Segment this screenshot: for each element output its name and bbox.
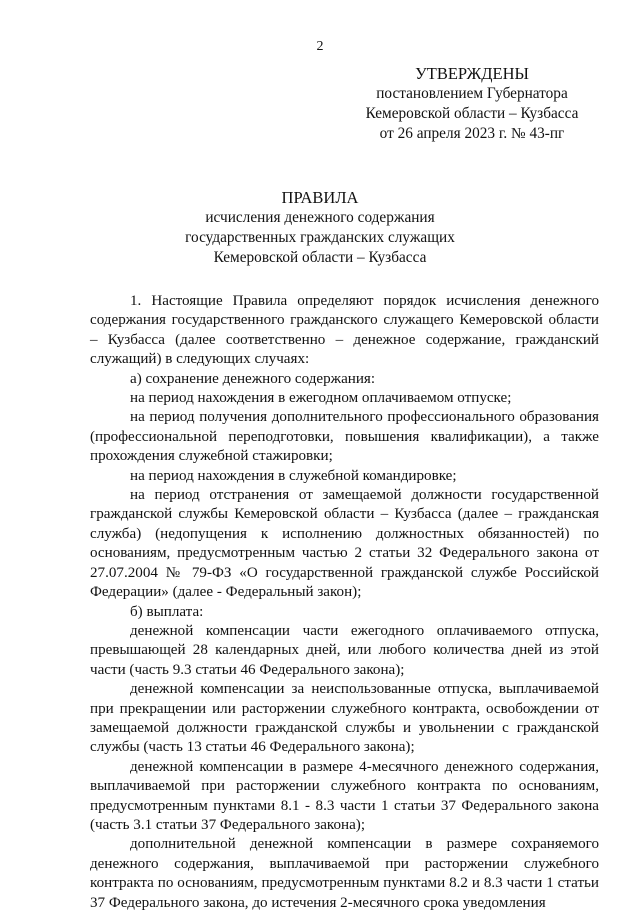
paragraph: на период нахождения в служебной командировке; [130, 467, 457, 484]
document-subtitle-line-2: государственных гражданских служащих [185, 229, 455, 246]
document-body [90, 292, 599, 913]
document-title: ПРАВИЛА [281, 188, 359, 207]
document-subtitle-line-3: Кемеровской области – Кузбасса [213, 249, 427, 266]
paragraph: на период нахождения в ежегодном оплачиваемом отпуске; [130, 390, 512, 407]
paragraph: на период отстранения от замещаемой должности государственной гражданской службы Кемеровской области – Кузбасса (далее – гражданская служба) (недопущения к исполнению должностных обязанностей) по основаниям, предусмотренным частью 2 статьи 32 Федерального закона от 27.07.2004 № 79-ФЗ «О государственной гражданской службе Российской Федерации» (далее - Федеральный закон); [90, 487, 599, 601]
document-title-block [0, 188, 640, 268]
approval-heading: УТВЕРЖДЕНЫ [415, 64, 529, 83]
page-number: 2 [316, 39, 324, 54]
paragraph: денежной компенсации за неиспользованные отпуска, выплачиваемой при прекращении или расторжении служебного контракта, освобождении от замещаемой должности гражданской службы и увольнении с гражданской службы (часть 13 статьи 46 Федерального закона); [90, 681, 599, 756]
approval-line-3: от 26 апреля 2023 г. № 43-пг [379, 125, 565, 142]
paragraph: 1. Настоящие Правила определяют порядок исчисления денежного содержания государственного гражданского служащего Кемеровской области – Кузбасса (далее соответственно – денежное содержание, гражданский служащий) в следующих случаях: [90, 293, 599, 368]
paragraph: а) сохранение денежного содержания: [130, 370, 376, 387]
paragraph: б) выплата: [130, 603, 204, 620]
paragraph: денежной компенсации части ежегодного оплачиваемого отпуска, превышающей 28 календарных дней, или любого количества дней из этой части (часть 9.3 статьи 46 Федерального закона); [90, 622, 599, 678]
approval-line-1: постановлением Губернатора [376, 85, 568, 102]
document-subtitle-line-1: исчисления денежного содержания [205, 209, 435, 226]
paragraph: на период получения дополнительного профессионального образования (профессиональной переподготовки, повышения квалификации), а также прохождения служебной стажировки; [90, 409, 599, 465]
paragraph: денежной компенсации в размере 4-месячного денежного содержания, выплачиваемой при расторжении служебного контракта по основаниям, предусмотренным пунктами 8.1 - 8.3 части 1 статьи 37 Федерального закона (часть 3.1 статьи 37 Федерального закона); [90, 758, 599, 833]
approval-line-2: Кемеровской области – Кузбасса [365, 105, 579, 122]
paragraph: дополнительной денежной компенсации в размере сохраняемого денежного содержания, выплачиваемой при расторжении служебного контракта по основаниям, предусмотренным пунктами 8.2 и 8.3 части 1 статьи 37 Федерального закона, до истечения 2-месячного срока уведомления [90, 836, 599, 911]
approval-block [360, 64, 584, 144]
